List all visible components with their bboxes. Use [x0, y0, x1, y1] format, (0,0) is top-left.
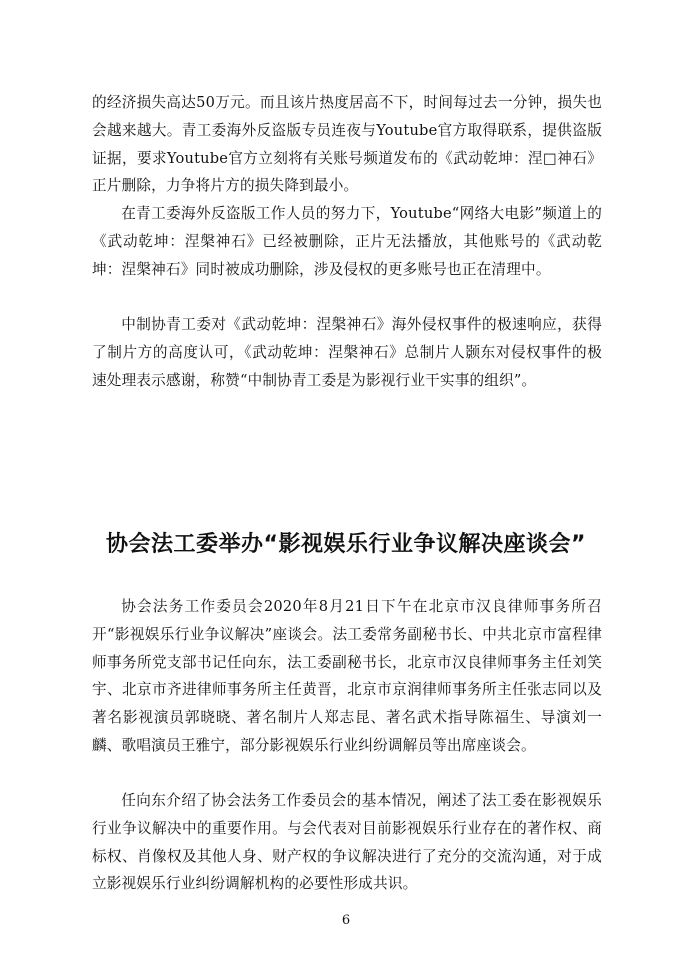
article1-paragraph-2: 在青工委海外反盗版工作人员的努力下，Youtube“网络大电影”频道上的《武动乾坤：涅槃神石》已经被删除，正片无法播放，其他账号的《武动乾坤：涅槃神石》同时被成功删除，涉及侵权的更多账号也正在清理中。	[92, 205, 602, 278]
article2-paragraph-2: 任向东介绍了协会法务工作委员会的基本情况，阐述了法工委在影视娱乐行业争议解决中的重要作用。与会代表对目前影视娱乐行业存在的著作权、商标权、肖像权及其他人身、财产权的争议解决进行了充分的交流沟通，对于成立影视娱乐行业纠纷调解机构的必要性形成共识。	[92, 792, 602, 893]
section-heading: 协会法工委举办“影视娱乐行业争议解决座谈会”	[106, 532, 586, 557]
article1-paragraph-3: 中制协青工委对《武动乾坤：涅槃神石》海外侵权事件的极速响应，获得了制片方的高度认可，《武动乾坤：涅槃神石》总制片人颢东对侵权事件的极速处理表示感谢，称赞“中制协青工委是为影视行业干实事的组织”。	[92, 316, 602, 389]
article1-continuation-paragraph: 的经济损失高达50万元。而且该片热度居高不下，时间每过去一分钟，损失也会越来越大。青工委海外反盗版专员连夜与Youtube官方取得联系，提供盗版证据，要求Youtube官方立刻将有关账号频道发布的《武动乾坤：涅□神石》正片删除，力争将片方的损失降到最小。	[92, 94, 602, 195]
article2-paragraph-1: 协会法务工作委员会2020年8月21日下午在北京市汉良律师事务所召开“影视娱乐行业争议解决”座谈会。法工委常务副秘书长、中共北京市富程律师事务所党支部书记任向东，法工委副秘书长，北京市汉良律师事务主任刘笑宇、北京市齐进律师事务所主任黄晋，北京市京润律师事务所主任张志同以及著名影视演员郭晓晓、著名制片人郑志昆、著名武术指导陈福生、导演刘一麟、歌唱演员王雅宁，部分影视娱乐行业纠纷调解员等出席座谈会。	[92, 598, 602, 754]
page-number: 6	[341, 913, 351, 928]
